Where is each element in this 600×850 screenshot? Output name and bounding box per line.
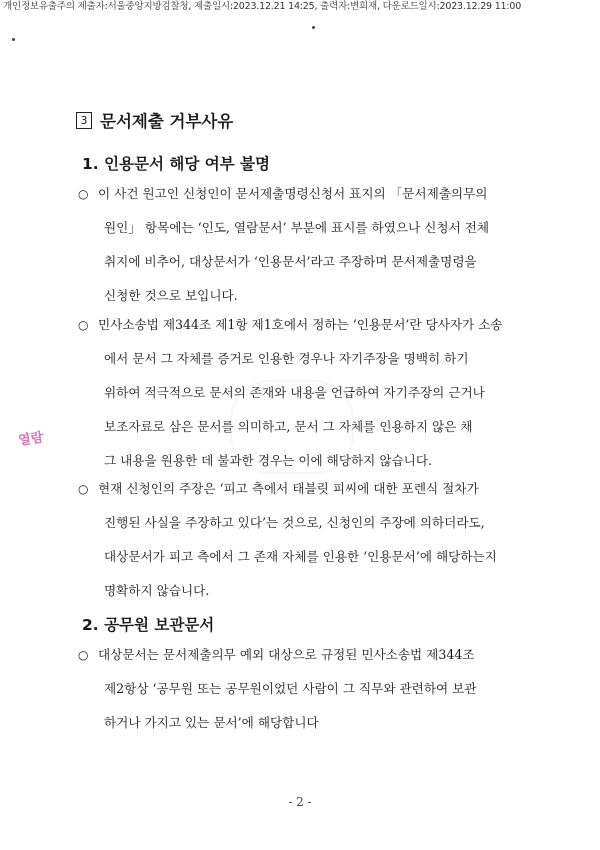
paragraph-line: 대상문서가 피고 측에서 그 존재 자체를 인용한 ‘인용문서’에 해당하는지: [104, 549, 497, 564]
bullet-paragraph: [78, 638, 540, 740]
pink-stamp-mark: 열람: [17, 430, 45, 449]
paragraph-line: 신청한 것으로 보입니다.: [104, 288, 238, 303]
paragraph-line: ○ 대상문서는 문서제출의무 예외 대상으로 규정된 민사소송법 제344조: [78, 638, 540, 672]
circle-bullet-icon: ○: [78, 648, 89, 662]
paragraph-line: 그 내용을 원용한 데 불과한 경우는 이에 해당하지 않습니다.: [104, 453, 433, 468]
bullet-paragraph: [78, 177, 540, 313]
paragraph-line: ○ 민사소송법 제344조 제1항 제1호에서 정하는 ‘인용문서’란 당사자가 소송: [78, 308, 540, 342]
bullet-paragraph: [78, 472, 540, 608]
circle-bullet-icon: ○: [78, 482, 89, 496]
paragraph-line: 보조자료로 삼은 문서를 의미하고, 문서 그 자체를 인용하지 않은 채: [104, 419, 473, 434]
section-heading: [76, 108, 233, 132]
scan-speck: [12, 38, 15, 41]
paragraph-line: ○ 이 사건 원고인 신청인이 문서제출명령신청서 표지의 「문서제출의무의: [78, 177, 540, 211]
scan-speck: [312, 26, 315, 29]
paragraph-line: 하거나 가지고 있는 문서’에 해당합니다: [104, 715, 319, 730]
subsection-title: 2. 공무원 보관문서: [82, 616, 215, 634]
section-number-box: 3: [76, 112, 92, 129]
paragraph-line: 명확하지 않습니다.: [104, 583, 210, 598]
paragraph-line: 에서 문서 그 자체를 증거로 인용한 경우나 자기주장을 명백히 하기: [104, 351, 469, 366]
paragraph-line: 위하여 적극적으로 문서의 존재와 내용을 언급하여 자기주장의 근거나: [104, 385, 485, 400]
circle-bullet-icon: ○: [78, 187, 89, 201]
paragraph-line: ○ 현재 신청인의 주장은 ‘피고 측에서 태블릿 피씨에 대한 포렌식 절차가: [78, 472, 540, 506]
circle-bullet-icon: ○: [78, 318, 89, 332]
section-title: 문서제출 거부사유: [100, 112, 234, 131]
paragraph-line: 진행된 사실을 주장하고 있다’는 것으로, 신청인의 주장에 의하더라도,: [104, 515, 485, 530]
page-number: - 2 -: [288, 795, 312, 809]
paragraph-line: 제2항상 ‘공무원 또는 공무원이었던 사람이 그 직무와 관련하여 보관: [104, 681, 477, 696]
subsection-title: 1. 인용문서 해당 여부 불명: [82, 155, 270, 173]
download-header: 개인정보유출주의 제출자:서울중앙지방검찰청, 제출일시:2023.12.21 14:25, 출력자:변희재, 다운로드일시:2023.12.29 11:00: [3, 1, 522, 12]
paragraph-line: 취지에 비추어, 대상문서가 ‘인용문서’라고 주장하며 문서제출명령을: [104, 254, 477, 269]
paragraph-line: 원인」 항목에는 ‘인도, 열람문서’ 부분에 표시를 하였으나 신청서 전체: [104, 220, 490, 235]
bullet-paragraph: [78, 308, 540, 478]
